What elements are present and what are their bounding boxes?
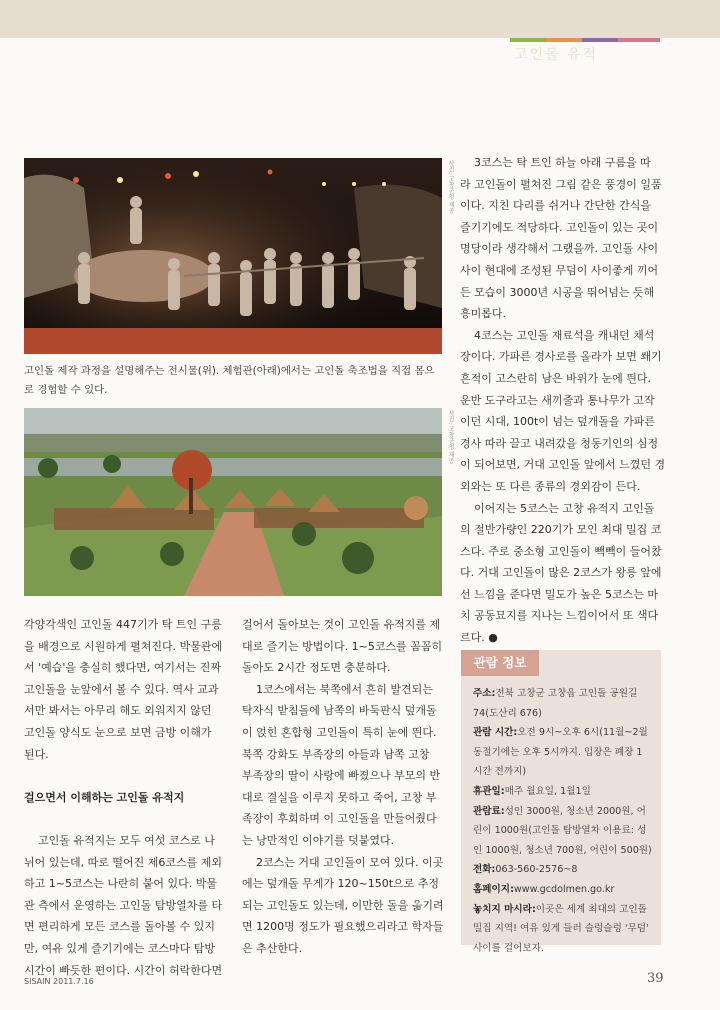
article-line [24,765,222,787]
article-line: 사이 현대에 조성된 무덤이 사이좋게 끼어 [460,263,659,277]
article-column-right [460,152,665,649]
article-line: 걸어서 돌아보는 것이 고인돌 유적지를 제 [242,618,441,631]
article-line: 뉘어 있는데, 따로 떨어진 제6코스를 제외 [24,855,222,869]
article-line: 운반 도구라고는 새끼줄과 통나무가 고작 [460,393,655,407]
article-line: 된다. [24,747,49,761]
article-line: 탁자식 받침돌에 남쪽의 바둑판식 덮개돌 [242,704,437,718]
photo-credit-top: 사진: 고창군청 제공 [447,160,454,214]
section-subheading: 걸으면서 이해하는 고인돌 유적지 [24,790,185,804]
article-line: 에는 덮개돌 무게가 120~150t으로 추정 [242,877,440,891]
article-line: 장이다. 가파른 경사로를 올라가 보면 쐐기 [460,350,662,364]
visitor-info-body [473,684,652,958]
article-line: 은 추산한다. [242,941,303,955]
article-line: 이 되어보면, 거대 고인돌 앞에서 느꼈던 경 [460,458,666,472]
article-line: 만, 여유 있게 즐기기에는 코스마다 탐방 [24,941,215,955]
info-value: 전북 고창군 고창읍 고인돌 공원길 [495,688,638,699]
article-line: 이다. 지친 다리를 쉬거나 간단한 간식을 [460,199,651,213]
info-key: 놓치지 마시라: [473,903,536,915]
info-line [473,841,652,861]
article-line: 북쪽 강화도 부족장의 아들과 남쪽 고창 [242,747,430,761]
article-line: 4코스는 고인돌 재료석을 캐내던 채석 [474,328,655,342]
article-line: 관 측에서 운영하는 고인돌 탐방열차를 타 [24,898,223,912]
info-value: www.gcdolmen.go.kr [513,883,615,895]
info-line [473,939,652,959]
article-line: 서 '예습'을 충실히 했다면, 여기서는 진짜 [24,661,222,675]
page-number: 39 [647,971,664,986]
visitor-info-box [461,650,661,954]
article-line: 고인돌 유적지는 모두 여섯 코스로 나 [38,833,215,847]
info-value: 사이를 걸어보자. [473,942,544,954]
info-key: 휴관일: [473,785,505,797]
article-line [24,808,222,830]
article-line: 족장이 후회하며 이 고인돌을 만들어줬다 [242,812,437,826]
article-line: 경사 따라 끌고 내려갔을 청동기인의 심정 [460,436,659,450]
article-line: 1코스에서는 북쪽에서 흔히 발견되는 [256,682,433,696]
info-line [473,762,652,782]
article-line: 스다. 주로 중소형 고인돌이 빽빽이 들어찼 [460,544,662,558]
article-line: 명당이라 생각해서 그랬을까. 고인돌 사이 [460,242,659,256]
article-line: 면 1200명 정도가 필요했으리라고 학자들 [242,920,444,934]
article-line: 을 배경으로 시원하게 펼쳐진다. 박물관에 [24,639,223,653]
info-value: 063-560-2576~8 [495,864,578,876]
info-line [473,723,652,743]
article-column-left [24,614,222,981]
article-line: 시간이 빠듯한 편이다. 시간이 허락한다면 [24,963,223,977]
info-value: 매주 월요일, 1월1일 [504,785,591,797]
info-key: 홈페이지: [473,883,514,895]
issue-label: SISAIN 2011.7.16 [24,977,94,986]
article-line: 즐기기에도 적당하다. 고인돌이 있는 곳이 [460,220,659,234]
accent-bar-pink [618,38,660,42]
info-line [473,782,652,802]
article-line: 부족장의 딸이 사랑에 빠졌으나 부모의 반 [242,769,441,783]
info-line [473,704,652,724]
info-value: 시간 전까지) [473,766,527,778]
article-line: 선 느낌을 준다면 밀도가 높은 5코스는 마 [460,587,658,601]
photo-credit-bottom: 사진: 고창군청 제공 [447,410,454,464]
article-line: 면 편리하게 모든 코스를 돌아볼 수 있지 [24,920,215,934]
info-key: 관람료: [473,805,505,817]
accent-bar-green [510,38,546,42]
article-line: 다. 거대 고인돌이 많은 2코스가 왕릉 앞에 [460,566,662,580]
article-line: 외와는 또 다른 종류의 경외감이 든다. [460,479,641,493]
article-line: 하고 1~5코스는 나란히 붙어 있다. 박물 [24,877,217,891]
article-line: 고인돌 양식도 눈으로 보면 금방 이해가 [24,725,212,739]
article-line: 라 고인돌이 펼쳐진 그림 같은 풍경이 일품 [460,177,662,191]
article-line: 3코스는 탁 트인 하늘 아래 구름을 따 [474,156,651,169]
info-value: 오전 9시~오후 6시(11월~2월 [517,727,648,739]
info-value: 이곳은 세계 최대의 고인돌 [535,903,647,915]
article-line: 되는 고인돌도 있는데, 이만한 돌을 옮기려 [242,898,444,912]
info-value: 밀집 지역! 여유 있게 들러 슬렁슬렁 '무덤' [473,923,649,935]
info-line [473,802,652,822]
accent-bar-orange [546,38,582,42]
visitor-info-heading: 관람 정보 [461,650,539,676]
article-line: 이 얹힌 혼합형 고인돌이 특히 눈에 띈다. [242,725,437,739]
accent-bar-purple [582,38,618,42]
info-line [473,919,652,939]
info-value: 인 1000원, 청소년 700원, 어린이 500원) [473,844,652,856]
article-line: 서만 봐서는 아무리 해도 외워지지 않던 [24,704,212,718]
top-color-band [0,0,720,38]
photo-caption: 고인돌 제작 과정을 설명해주는 전시물(위). 체험관(아래)에서는 고인돌 축조법을 직접 몸으로 경험할 수 있다. [24,365,435,396]
info-key: 전화: [473,864,496,876]
article-line: 각양각색인 고인돌 447기가 탁 트인 구릉 [24,618,222,631]
article-line: 치 공동묘지를 지나는 느낌이어서 또 색다 [460,609,659,623]
village-experience-photo [24,408,442,596]
info-value: 동절기에는 오후 5시까지. 입장은 폐장 1 [473,746,643,758]
exhibit-diorama-photo [24,158,442,354]
article-line: 돌아도 2시간 정도면 충분하다. [242,661,391,675]
article-line: 고인돌을 눈앞에서 볼 수 있다. 역사 교과 [24,682,219,696]
article-line: 이던 시대, 100t이 넘는 덮개돌을 가파른 [460,415,656,429]
info-value: 성인 3000원, 청소년 2000원, 어 [504,805,646,817]
info-line [473,821,652,841]
article-line: 대로 즐기는 방법이다. 1~5코스를 꼼꼼히 [242,639,443,653]
info-line [473,684,652,704]
article-line: 대로 결실을 이루지 못하고 죽어, 고창 부 [242,790,437,804]
article-line: 의 절반가량인 220기가 모인 최대 밀집 코 [460,523,662,537]
info-value: 74(도산리 676) [473,707,542,719]
article-column-middle [242,614,444,960]
info-key: 주소: [473,688,496,699]
section-ghost-title: 고인돌 유적 [514,47,599,63]
info-line [473,743,652,763]
article-line: 이어지는 5코스는 고창 유적지 고인돌 [474,501,655,515]
article-line: 2코스는 거대 고인돌이 모여 있다. 이곳 [256,855,444,869]
info-line [473,860,652,880]
info-value: 린이 1000원(고인돌 탐방열차 이용료: 성 [473,825,647,837]
info-line [473,900,652,920]
article-line: 는 낭만적인 이야기를 덧붙였다. [242,833,395,847]
info-line [473,880,652,900]
article-line: 흥미롭다. [460,307,507,321]
article-line: 르다. ● [460,631,498,645]
info-key: 관람 시간: [473,727,518,739]
article-line: 든 모습이 3000년 시공을 뛰어넘는 듯해 [460,285,655,299]
article-line: 흔적이 고스란히 남은 바위가 눈에 띈다. [460,371,651,385]
